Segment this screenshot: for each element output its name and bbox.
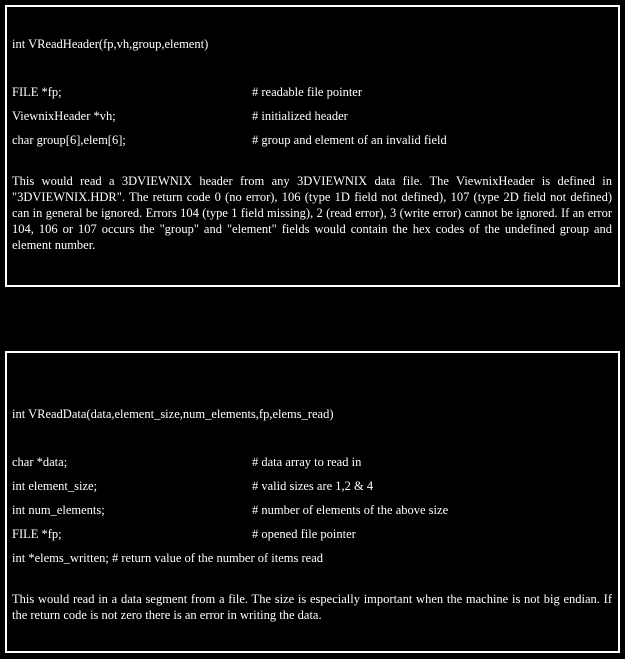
param-comment: # valid sizes are 1,2 & 4 bbox=[252, 479, 374, 493]
param-name: FILE *fp; bbox=[12, 85, 62, 99]
param-name: ViewnixHeader *vh; bbox=[12, 109, 116, 123]
param-comment: # data array to read in bbox=[252, 455, 362, 469]
function-signature: int VReadData(data,element_size,num_elements,fp,elems_read) bbox=[12, 407, 334, 421]
param-comment: # readable file pointer bbox=[252, 85, 363, 99]
function-description: This would read a 3DVIEWNIX header from any 3DVIEWNIX data file. The ViewnixHeader is defined in "3DVIEWNIX.HDR". The return code 0 (no error), 106 (type 1D field not defined), 107 (type 2D field not defined) can in general be ignored. Errors 104 (type 1 field missing), 2 (read error), 3 (write error) cannot be ignored. If an error 104, 106 or 107 occurs the "group" and "element" fields would contain the hex codes of the undefined group and element number. bbox=[12, 174, 612, 252]
param-name: int num_elements; bbox=[12, 503, 105, 517]
param-name: int element_size; bbox=[12, 479, 98, 493]
function-block-vreaddata bbox=[5, 351, 620, 653]
function-block-vreadheader bbox=[5, 5, 620, 287]
param-name: FILE *fp; bbox=[12, 527, 62, 541]
param-comment: # group and element of an invalid field bbox=[252, 133, 447, 147]
function-signature: int VReadHeader(fp,vh,group,element) bbox=[12, 37, 209, 51]
param-comment: # opened file pointer bbox=[252, 527, 356, 541]
param-comment: # number of elements of the above size bbox=[252, 503, 449, 517]
param-name: char *data; bbox=[12, 455, 68, 469]
function-description: This would read in a data segment from a file. The size is especially important when the machine is not big endian. If the return code is not zero there is an error in writing the data. bbox=[12, 592, 612, 622]
return-value-line: int *elems_written; # return value of the number of items read bbox=[12, 551, 324, 565]
param-comment: # initialized header bbox=[252, 109, 348, 123]
param-name: char group[6],elem[6]; bbox=[12, 133, 126, 147]
